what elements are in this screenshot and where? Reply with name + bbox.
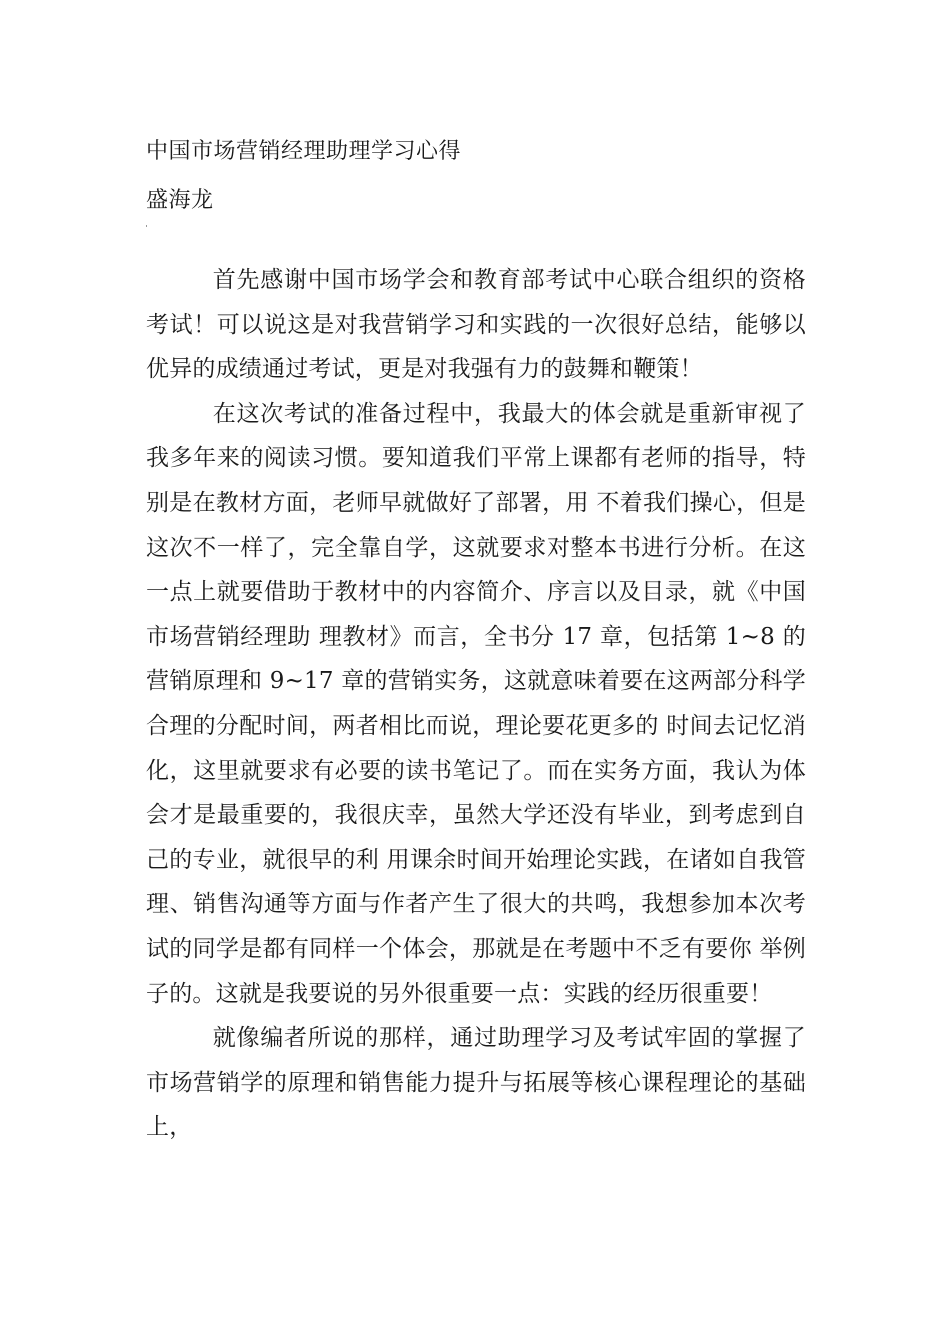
paragraph-2: 在这次考试的准备过程中，我最大的体会就是重新审视了我多年来的阅读习惯。要知道我们平常上课都有老师的指导，特别是在教材方面，老师早就做好了部署，用 不着我们操心，但是这次不一样了，完全靠自学，这就要求对整本书进行分析。在这一点上就要借助于教材中的内容简介、序言以及目录，就《中国市场营销经理助 理教材》而言，全书分 17 章，包括第 1~8 的营销原理和 9~17 章的营销实务，这就意味着要在这两部分科学合理的分配时间，两者相比而说，理论要花更多的 时间去记忆消化，这里就要求有必要的读书笔记了。而在实务方面，我认为体会才是最重要的，我很庆幸，虽然大学还没有毕业，到考虑到自己的专业，就很早的利 用课余时间开始理论实践，在诸如自我管理、销售沟通等方面与作者产生了很大的共鸣，我想参加本次考试的同学是都有同样一个体会，那就是在考题中不乏有要你 举例子的。这就是我要说的另外很重要一点：实践的经历很重要！ [146, 400, 806, 1007]
document-body [146, 258, 806, 1150]
document-title: 中国市场营销经理助理学习心得 [146, 139, 462, 164]
paragraph-1: 首先感谢中国市场学会和教育部考试中心联合组织的资格考试！可以说这是对我营销学习和实践的一次很好总结，能够以优异的成绩通过考试，更是对我强有力的鼓舞和鞭策！ [146, 267, 806, 383]
scan-speck [146, 225, 147, 227]
document-author: 盛海龙 [146, 188, 214, 213]
paragraph-3: 就像编者所说的那样，通过助理学习及考试牢固的掌握了市场营销学的原理和销售能力提升与拓展等核心课程理论的基础上， [146, 1025, 806, 1141]
